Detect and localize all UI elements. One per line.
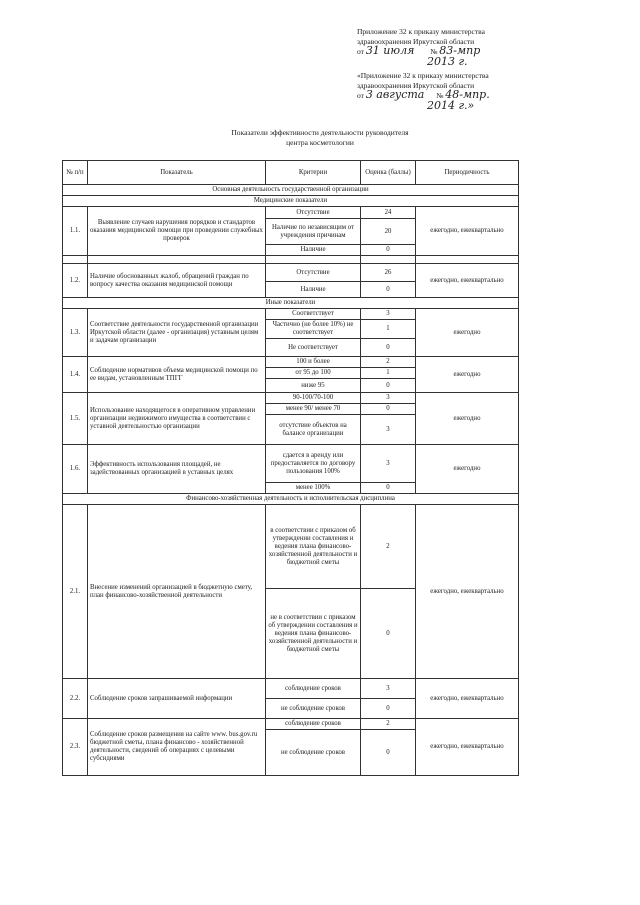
header-year: 2014 г.» bbox=[427, 98, 475, 112]
header-date-line: от 3 августа № 48-мпр. bbox=[357, 88, 490, 101]
table-row: 1.3. Соответствие деятельности государственной организации Иркутской области (далее - организация) уставным целям и задачам организации Соответствует 3 ежегодно bbox=[63, 309, 519, 320]
table-row: не соблюдение сроков 0 bbox=[63, 699, 519, 719]
header-cell: № п/п bbox=[63, 161, 88, 185]
table-row: Не соответствует 0 bbox=[63, 339, 519, 357]
handwritten-number: 48-мпр. bbox=[445, 88, 490, 101]
table-row: 1.5. Использование находящегося в оперативном управлении организации недвижимого имущества в соответствии с уставной деятельностью организации 90-100/70-100 3 ежегодно bbox=[63, 393, 519, 404]
table-row: не соблюдение сроков 0 bbox=[63, 730, 519, 776]
table-row: ниже 95 0 bbox=[63, 379, 519, 393]
handwritten-number: 83-мпр bbox=[439, 44, 481, 57]
section-row: Финансово-хозяйственная деятельность и исполнительская дисциплина bbox=[63, 494, 519, 505]
table-row: Наличие 0 bbox=[63, 245, 519, 256]
table-row: 1.6. Эффективность использования площадей, не задействованных организацией в уставных целях сдается в аренду или предоставляется по договору пользования 100% 3 ежегодно bbox=[63, 445, 519, 483]
table-row: 1.1. Выявление случаев нарушения порядков и стандартов оказания медицинской помощи при проведении служебных проверок Отсутствие 24 ежегодно, ежеквартально bbox=[63, 207, 519, 219]
document-header bbox=[357, 27, 607, 111]
table-header-row bbox=[63, 161, 519, 185]
table-row: от 95 до 100 1 bbox=[63, 368, 519, 379]
table-row: 2.3. Соблюдение сроков размещения на сайте www. bus.gov.ru бюджетной сметы, плана финансово - хозяйственной деятельности, сведений об операциях с целевыми субсидиями соблюдение сроков 2 ежегодно, ежеквартально bbox=[63, 719, 519, 730]
handwritten-date: 3 августа bbox=[365, 88, 425, 101]
header-line: здравоохранения Иркутской области bbox=[357, 80, 475, 90]
header-cell: Оценка (баллы) bbox=[361, 161, 416, 185]
table-row: не в соответствии с приказом об утверждении составления и ведения плана финансово-хозяйственной деятельности и бюджетной сметы 0 bbox=[63, 589, 519, 679]
handwritten-date: 31 июля bbox=[365, 44, 415, 57]
table-row: Наличие по независящим от учреждения причинам 20 bbox=[63, 219, 519, 245]
indicators-table bbox=[62, 160, 519, 776]
table-row: менее 100% 0 bbox=[63, 483, 519, 494]
table-row: 2.1. Внесение изменений организацией в бюджетную смету, план финансово-хозяйственной деятельности в соответствии с приказом об утверждении составления и ведения плана финансово-хозяйственной деятельности и бюджетной сметы 2 ежегодно, ежеквартально bbox=[63, 505, 519, 589]
subsection-row: Медицинские показатели bbox=[63, 196, 519, 207]
header-line: «Приложение 32 к приказу министерства bbox=[357, 71, 489, 80]
header-year: 2013 г. bbox=[427, 54, 468, 68]
table-row: отсутствие объектов на балансе организации 3 bbox=[63, 415, 519, 445]
table-row: менее 90/ менее 70 0 bbox=[63, 404, 519, 415]
spacer-row bbox=[63, 256, 519, 264]
header-cell: Показатель bbox=[88, 161, 266, 185]
header-line: здравоохранения Иркутской области bbox=[357, 36, 475, 46]
header-cell: Критерии bbox=[266, 161, 361, 185]
header-date-line: от 31 июля № 83-мпр bbox=[357, 44, 481, 57]
table-row: Наличие 0 bbox=[63, 282, 519, 298]
table-row: 1.2. Наличие обоснованных жалоб, обращений граждан по вопросу качества оказания медицинской помощи Отсутствие 26 ежегодно, ежеквартально bbox=[63, 264, 519, 282]
section-row: Основная деятельность государственной организации bbox=[63, 185, 519, 196]
header-line: Приложение 32 к приказу министерства bbox=[357, 27, 485, 36]
header-cell: Периодичность bbox=[416, 161, 519, 185]
document-title: Показатели эффективности деятельности руководителя центра косметологии bbox=[231, 128, 409, 147]
table-row: 2.2. Соблюдение сроков запрашиваемой информации соблюдение сроков 3 ежегодно, ежеквартально bbox=[63, 679, 519, 699]
table-row: Частично (не более 10%) не соответствует 1 bbox=[63, 320, 519, 339]
table-row: 1.4. Соблюдение нормативов объема медицинской помощи по ее видам, установленным ТПГГ 100 и более 2 ежегодно bbox=[63, 357, 519, 368]
subsection-row: Иные показатели bbox=[63, 298, 519, 309]
